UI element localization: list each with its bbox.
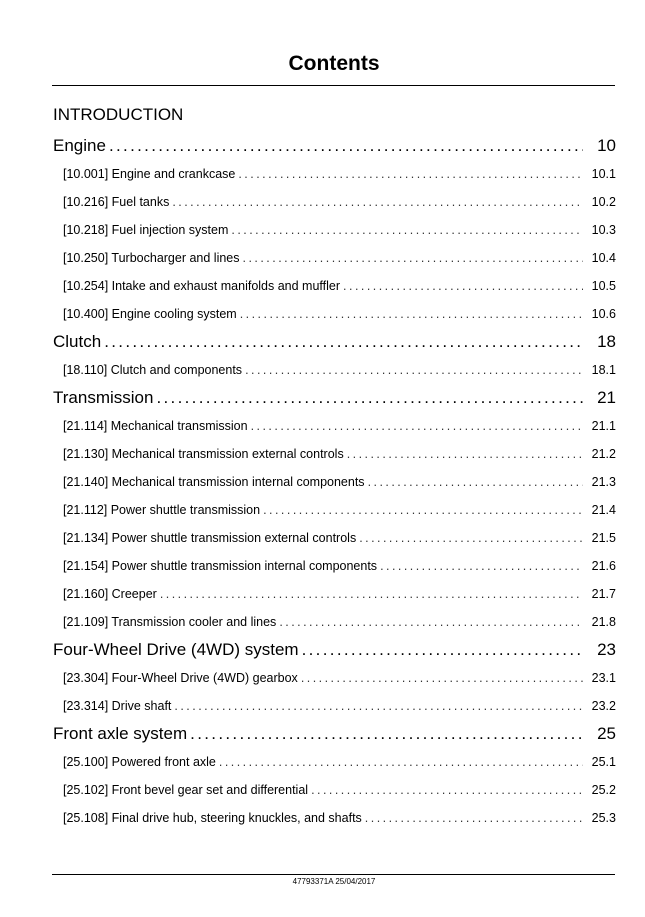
section-page-number: 21.4 (591, 503, 616, 517)
page-title: Contents (288, 52, 380, 75)
toc-section[interactable] (53, 524, 616, 552)
section-title: [25.108] Final drive hub, steering knuckles, and shafts (63, 811, 362, 825)
dot-leader (219, 748, 583, 776)
section-title: [10.254] Intake and exhaust manifolds and muffler (63, 279, 341, 293)
section-page-number: 25.1 (591, 755, 616, 769)
toc-section[interactable] (53, 692, 616, 720)
toc-section[interactable] (53, 244, 616, 272)
dot-leader (263, 496, 583, 524)
section-title: [10.001] Engine and crankcase (63, 167, 236, 181)
section-title: [21.112] Power shuttle transmission (63, 503, 261, 517)
toc-section[interactable] (53, 608, 616, 636)
toc-chapter[interactable] (53, 132, 616, 160)
dot-leader (245, 356, 583, 384)
chapter-title: Clutch (53, 332, 102, 351)
toc-intro: INTRODUCTION (53, 105, 184, 124)
section-page-number: 10.4 (591, 251, 616, 265)
section-title: [18.110] Clutch and components (63, 363, 243, 377)
section-page-number: 21.6 (591, 559, 616, 573)
dot-leader (251, 412, 583, 440)
dot-leader (368, 468, 583, 496)
toc-chapter[interactable] (53, 636, 616, 664)
toc-chapter[interactable] (53, 720, 616, 748)
dot-leader (302, 640, 583, 660)
section-page-number: 21.1 (591, 419, 616, 433)
dot-leader (156, 388, 583, 408)
chapter-page-number: 18 (597, 332, 616, 351)
toc-section[interactable] (53, 160, 616, 188)
section-page-number: 21.7 (591, 587, 616, 601)
section-page-number: 10.6 (591, 307, 616, 321)
dot-leader (301, 664, 583, 692)
toc-section[interactable] (53, 580, 616, 608)
toc-section[interactable] (53, 272, 616, 300)
footer-divider (52, 874, 615, 875)
chapter-title: Front axle system (53, 724, 188, 743)
dot-leader (160, 580, 583, 608)
section-title: [25.100] Powered front axle (63, 755, 216, 769)
section-title: [21.134] Power shuttle transmission external controls (63, 531, 357, 545)
section-title: [23.304] Four-Wheel Drive (4WD) gearbox (63, 671, 298, 685)
section-title: [21.109] Transmission cooler and lines (63, 615, 277, 629)
toc-section[interactable] (53, 356, 616, 384)
section-page-number: 21.8 (591, 615, 616, 629)
dot-leader (365, 804, 583, 832)
toc-section[interactable] (53, 468, 616, 496)
section-page-number: 25.3 (591, 811, 616, 825)
toc-chapter[interactable] (53, 384, 616, 412)
section-title: [21.154] Power shuttle transmission internal components (63, 559, 378, 573)
dot-leader (109, 136, 583, 156)
toc-section[interactable] (53, 188, 616, 216)
section-page-number: 21.5 (591, 531, 616, 545)
dot-leader (104, 332, 583, 352)
dot-leader (343, 272, 583, 300)
toc-section[interactable] (53, 776, 616, 804)
dot-leader (243, 244, 583, 272)
chapter-title: Four-Wheel Drive (4WD) system (53, 640, 299, 659)
dot-leader (231, 216, 583, 244)
section-title: [25.102] Front bevel gear set and differential (63, 783, 309, 797)
section-title: [21.160] Creeper (63, 587, 157, 601)
section-page-number: 10.1 (591, 167, 616, 181)
chapter-title: Engine (53, 136, 106, 155)
dot-leader (190, 724, 583, 744)
toc-section[interactable] (53, 440, 616, 468)
chapter-page-number: 21 (597, 388, 616, 407)
section-title: [21.114] Mechanical transmission (63, 419, 248, 433)
section-page-number: 23.1 (591, 671, 616, 685)
section-page-number: 10.2 (591, 195, 616, 209)
section-title: [23.314] Drive shaft (63, 699, 172, 713)
section-title: [21.140] Mechanical transmission internal components (63, 475, 365, 489)
section-page-number: 25.2 (591, 783, 616, 797)
dot-leader (240, 300, 583, 328)
toc-section[interactable] (53, 496, 616, 524)
chapter-page-number: 23 (597, 640, 616, 659)
title-divider (52, 85, 615, 86)
section-page-number: 21.3 (591, 475, 616, 489)
toc-section[interactable] (53, 412, 616, 440)
section-title: [21.130] Mechanical transmission external controls (63, 447, 344, 461)
dot-leader (172, 188, 583, 216)
dot-leader (174, 692, 583, 720)
toc-section[interactable] (53, 216, 616, 244)
section-title: [10.250] Turbocharger and lines (63, 251, 240, 265)
chapter-page-number: 10 (597, 136, 616, 155)
toc-section[interactable] (53, 552, 616, 580)
toc-section[interactable] (53, 664, 616, 692)
dot-leader (311, 776, 583, 804)
section-page-number: 10.3 (591, 223, 616, 237)
dot-leader (380, 552, 583, 580)
chapter-page-number: 25 (597, 724, 616, 743)
footer-doc-id: 47793371A 25/04/2017 (292, 877, 376, 886)
dot-leader (279, 608, 583, 636)
dot-leader (359, 524, 583, 552)
dot-leader (347, 440, 583, 468)
section-page-number: 10.5 (591, 279, 616, 293)
chapter-title: Transmission (53, 388, 154, 407)
toc-section[interactable] (53, 300, 616, 328)
section-title: [10.400] Engine cooling system (63, 307, 237, 321)
table-of-contents (53, 132, 616, 832)
section-page-number: 21.2 (591, 447, 616, 461)
section-page-number: 18.1 (591, 363, 616, 377)
toc-section[interactable] (53, 748, 616, 776)
dot-leader (238, 160, 583, 188)
section-title: [10.216] Fuel tanks (63, 195, 170, 209)
section-title: [10.218] Fuel injection system (63, 223, 229, 237)
toc-section[interactable] (53, 804, 616, 832)
toc-chapter[interactable] (53, 328, 616, 356)
section-page-number: 23.2 (591, 699, 616, 713)
